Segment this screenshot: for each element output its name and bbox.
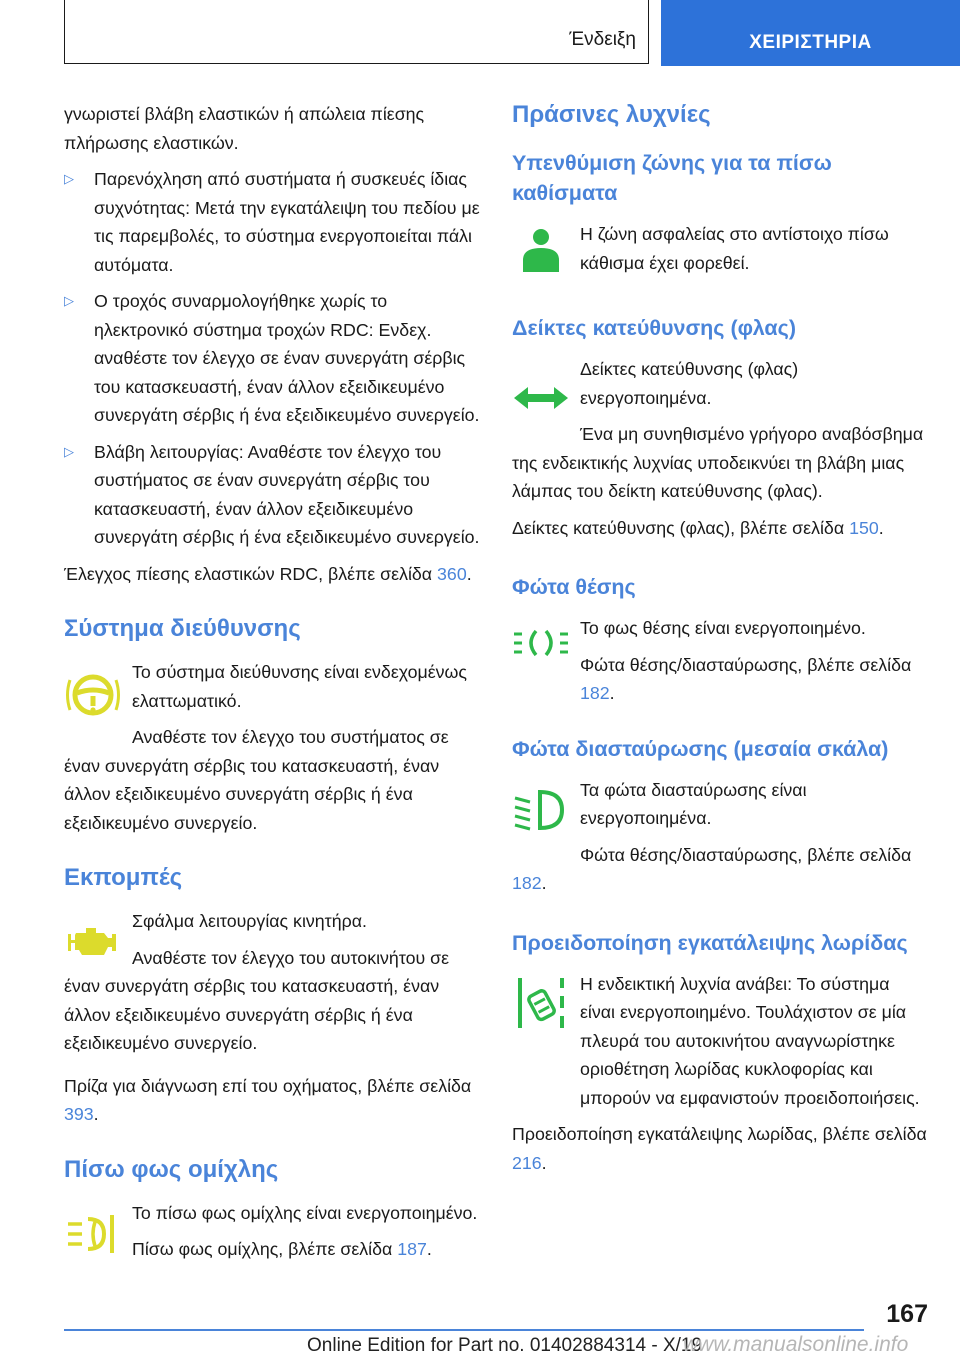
low-beam-block: Τα φώτα διασταύρωσης είναι ενεργοποιημένα. Φώτα θέσης/διασταύρωσης, βλέπε σελίδα 182. <box>512 776 928 898</box>
emissions-block: Σφάλμα λειτουργίας κινητήρα. Αναθέστε τον έλεγχο του αυτοκινήτου σε έναν συνεργάτη σέρβις του κατασκευαστή, έναν άλλον εξειδικευμένο συνεργάτη σέρβις ή ένα εξειδικευμένο συνεργείο. Πρίζα για διάγνωση επί του οχήματος, βλέπε σελίδα 393. <box>64 907 480 1129</box>
page-link-187[interactable]: 187 <box>397 1239 427 1259</box>
lane-departure-reference: Προειδοποίηση εγκατάλειψης λωρίδας, βλέπε σελίδα 216. <box>512 1124 927 1173</box>
green-lights-heading: Πράσινες λυχνίες <box>512 101 711 128</box>
bullet-item: ▷ Παρενόχληση από συστήματα ή συσκευές ίδιας συχνότητας: Μετά την εγκατάλειψη του πεδίου με τις παρεμβολές, το σύστημα ενεργοποιείται πάλι αυτόματα. <box>64 165 480 279</box>
page-header <box>64 0 960 66</box>
parking-light-heading: Φώτα θέσης <box>512 575 636 599</box>
steering-block: Το σύστημα διεύθυνσης είναι ενδεχομένως ελαττωματικό. Αναθέστε τον έλεγχο του συστήματος σε έναν συνεργάτη σέρβις του κατασκευαστή, έναν άλλον εξειδικευμένο συνεργάτη σέρβις ή ένα εξειδικευμένο συνεργείο. <box>64 662 468 833</box>
right-column <box>512 100 928 1185</box>
rear-fog-block: Το πίσω φως ομίχλης είναι ενεργοποιημένο. Πίσω φως ομίχλης, βλέπε σελίδα 187. <box>64 1199 480 1264</box>
turn-signal-arrows-icon <box>512 369 570 427</box>
rear-fog-reference: Πίσω φως ομίχλης, βλέπε σελίδα 187. <box>132 1239 432 1259</box>
rear-fog-heading: Πίσω φως ομίχλης <box>64 1155 279 1183</box>
chapter-tab <box>661 0 960 66</box>
seatbelt-block: Η ζώνη ασφαλείας στο αντίστοιχο πίσω κάθισμα έχει φορεθεί. <box>512 220 928 277</box>
page-link-393[interactable]: 393 <box>64 1104 94 1124</box>
turn-signal-block: Δείκτες κατεύθυνσης (φλας) ενεργοποιημένα. Ένα μη συνηθισμένο γρήγορο αναβόσβημα της ενδεικτικής λυχνίας υποδεικνύει τη βλάβη μιας λάμπας του δείκτη κατεύθυνσης (φλας). Δείκτες κατεύθυνσης (φλας), βλέπε σελίδα 150. <box>512 355 928 542</box>
steering-wheel-warning-icon <box>64 666 122 724</box>
low-beam-icon <box>512 780 570 838</box>
bullet-item: ▷ Ο τροχός συναρμολογήθηκε χωρίς το ηλεκτρονικό σύστημα τροχών RDC: Ενδεχ. αναθέστε τον έλεγχο σε έναν συνεργάτη σέρβις του κατασκευαστή, έναν άλλον εξειδικευμένο συνεργάτη σέρβις ή ένα εξειδικευμένο συνεργείο. <box>64 287 480 430</box>
parking-light-reference: Φώτα θέσης/διασταύρωσης, βλέπε σελίδα 182. <box>580 654 912 703</box>
edition-text: Online Edition for Part no. 01402884314 - X/19 <box>307 1335 703 1356</box>
lane-departure-block: Η ενδεικτική λυχνία ανάβει: Το σύστημα είναι ενεργοποιημένο. Τουλάχιστον σε μία πλευρά του αυτοκινήτου αναγνωρίστηκε οριοθέτηση λωρίδας κυκλοφορίας και μπορούν να εμφανιστούν προειδοποιήσεις. Προειδοποίηση εγκατάλειψης λωρίδας, βλέπε σελίδα 216. <box>512 970 928 1178</box>
left-column <box>64 100 480 1272</box>
rdc-reference: Έλεγχος πίεσης ελαστικών RDC, βλέπε σελίδα 360. <box>64 563 472 584</box>
page-link-360[interactable]: 360 <box>437 563 467 584</box>
triangle-bullet-icon: ▷ <box>64 293 74 308</box>
page-link-150[interactable]: 150 <box>849 517 879 538</box>
low-beam-reference: Φώτα θέσης/διασταύρωσης, βλέπε σελίδα 182. <box>512 844 912 893</box>
triangle-bullet-icon: ▷ <box>64 443 74 459</box>
lane-departure-heading: Προειδοποίηση εγκατάλειψης λωρίδας <box>512 930 908 955</box>
section-tab <box>64 0 649 64</box>
engine-check-icon <box>64 913 122 971</box>
page-link-182[interactable]: 182 <box>580 683 610 703</box>
footer-divider <box>64 1329 864 1331</box>
turn-signal-heading: Δείκτες κατεύθυνσης (φλας) <box>512 316 796 340</box>
intro-text: γνωριστεί βλάβη ελαστικών ή απώλεια πίεσης πλήρωσης ελαστικών. <box>64 104 425 153</box>
parking-light-icon <box>512 614 570 672</box>
watermark-logo: www.manualsonline.info <box>683 1333 909 1356</box>
rear-fog-light-icon <box>64 1205 122 1263</box>
lane-departure-icon <box>512 974 570 1032</box>
parking-light-block: Το φως θέσης είναι ενεργοποιημένο. Φώτα θέσης/διασταύρωσης, βλέπε σελίδα 182. <box>512 614 928 708</box>
page-link-216[interactable]: 216 <box>512 1152 542 1173</box>
low-beam-heading: Φώτα διασταύρωσης (μεσαία σκάλα) <box>512 736 889 761</box>
page-number: 167 <box>886 1300 928 1328</box>
bullet-item: ▷ Βλάβη λειτουργίας: Αναθέστε τον έλεγχο του συστήματος σε έναν συνεργάτη σέρβις του κατασκευαστή, έναν άλλον εξειδικευμένο συνεργάτη σέρβις ή ένα εξειδικευμένο συνεργείο. <box>64 438 480 552</box>
turn-signal-reference: Δείκτες κατεύθυνσης (φλας), βλέπε σελίδα 150. <box>512 517 884 538</box>
emissions-heading: Εκπομπές <box>64 864 183 891</box>
page-link-182-b[interactable]: 182 <box>512 873 542 893</box>
chapter-label: ΧΕΙΡΙΣΤΗΡΙΑ <box>749 32 872 53</box>
seatbelt-heading: Υπενθύμιση ζώνης για τα πίσω καθίσματα <box>512 151 832 205</box>
section-label: Ένδειξη <box>569 29 636 50</box>
rear-seatbelt-icon <box>512 222 570 280</box>
steering-heading: Σύστημα διεύθυνσης <box>64 615 301 642</box>
triangle-bullet-icon: ▷ <box>64 171 74 186</box>
diagnosis-reference: Πρίζα για διάγνωση επί του οχήματος, βλέπε σελίδα 393. <box>64 1075 472 1124</box>
